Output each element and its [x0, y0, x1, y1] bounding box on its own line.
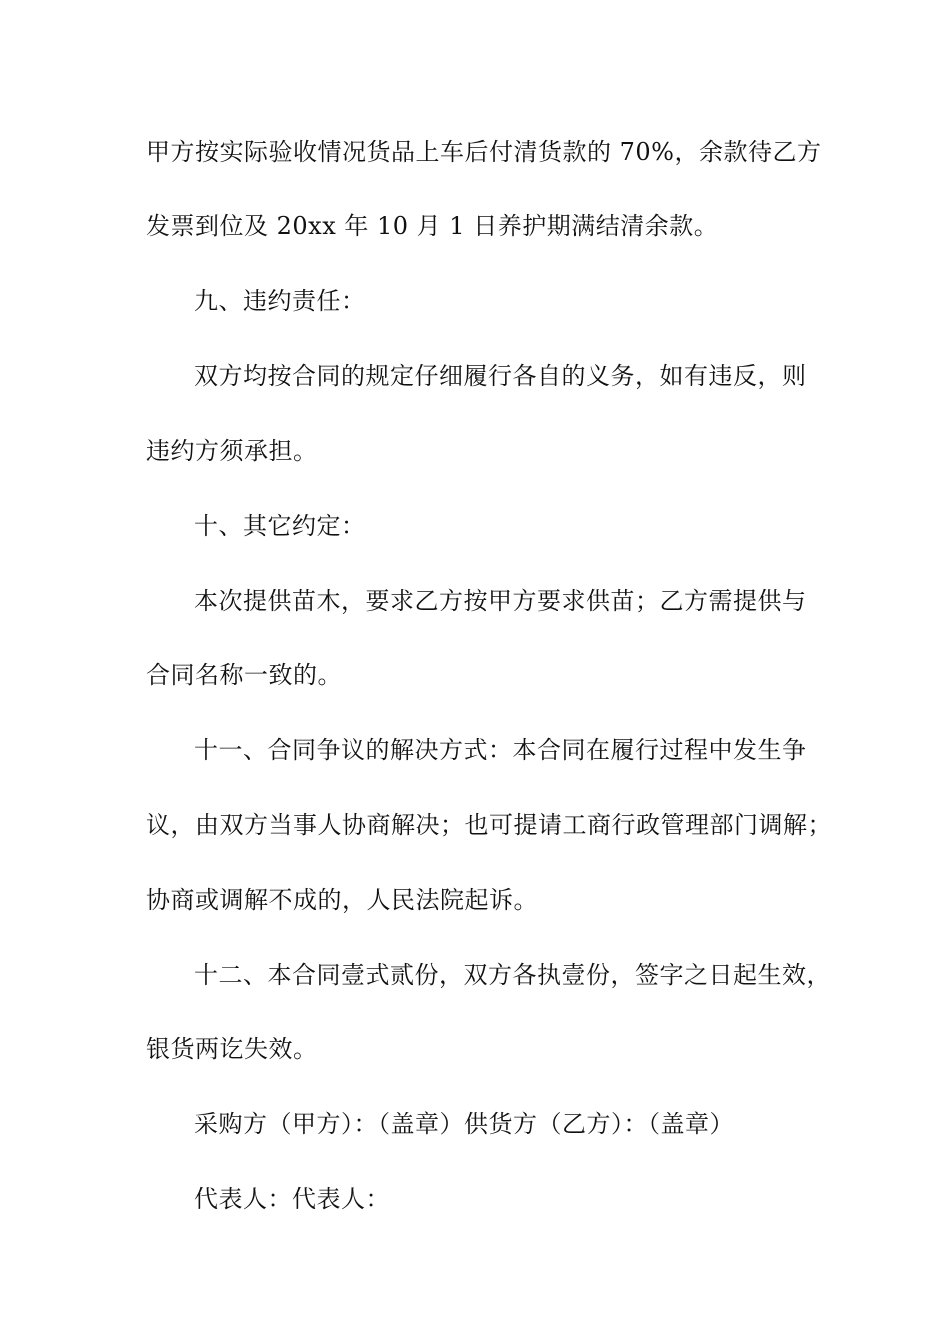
signature-parties-line: 采购方（甲方）：（盖章）供货方（乙方）：（盖章） [194, 1110, 734, 1138]
payment-clause-line-2: 发票到位及 20xx 年 10 月 1 日养护期满结清余款。 [146, 212, 719, 240]
section-11-paragraph-line-2: 议，由双方当事人协商解决；也可提请工商行政管理部门调解； [146, 811, 832, 839]
section-10-paragraph-line-1: 本次提供苗木，要求乙方按甲方要求供苗；乙方需提供与 [194, 587, 807, 615]
representative-line: 代表人：代表人： [194, 1185, 390, 1213]
section-10-paragraph-line-2: 合同名称一致的。 [146, 661, 342, 689]
section-10-heading: 十、其它约定： [194, 512, 366, 540]
section-12-paragraph-line-1: 十二、本合同壹式贰份，双方各执壹份，签字之日起生效， [194, 961, 831, 989]
section-12-paragraph-line-2: 银货两讫失效。 [146, 1035, 318, 1063]
section-9-paragraph-line-2: 违约方须承担。 [146, 437, 318, 465]
section-9-paragraph-line-1: 双方均按合同的规定仔细履行各自的义务，如有违反，则 [194, 362, 807, 390]
payment-clause-line-1: 甲方按实际验收情况货品上车后付清货款的 70%，余款待乙方 [146, 138, 822, 166]
section-11-paragraph-line-1: 十一、合同争议的解决方式：本合同在履行过程中发生争 [194, 736, 807, 764]
section-9-heading: 九、违约责任： [194, 287, 366, 315]
section-11-paragraph-line-3: 协商或调解不成的，人民法院起诉。 [146, 886, 538, 914]
